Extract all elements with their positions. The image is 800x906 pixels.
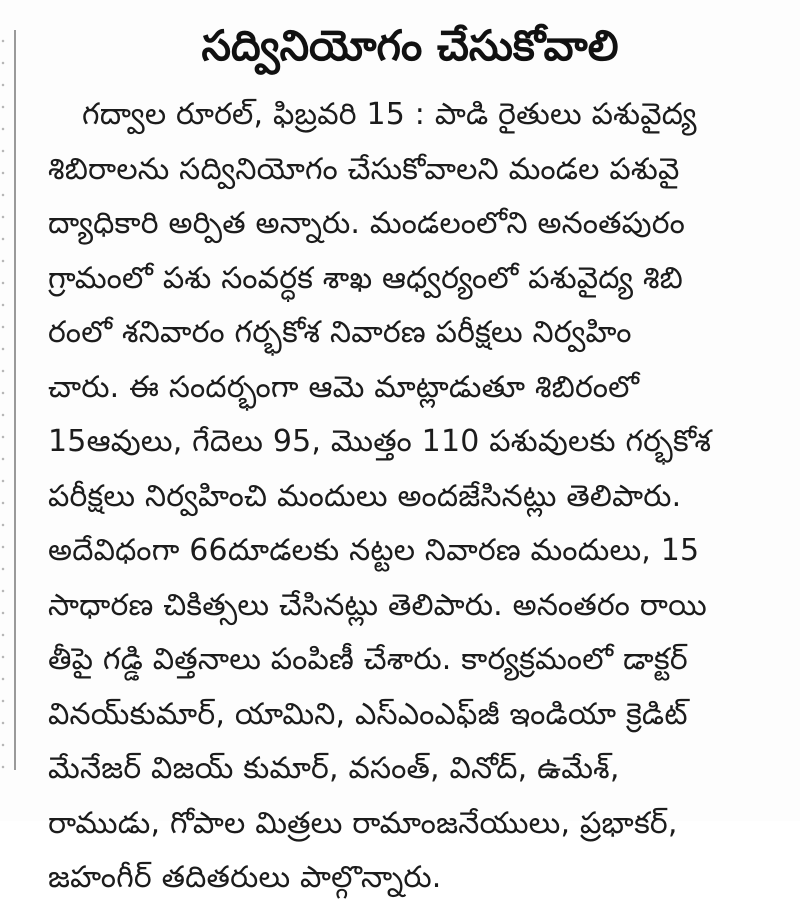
article-body (48, 88, 768, 906)
article-line: తీపై గడ్డి విత్తనాలు పంపిణీ చేశారు. కార్యక్రమంలో డాక్టర్ (48, 642, 688, 677)
article-line: జహంగీర్ తదితరులు పాల్గొన్నారు. (48, 860, 442, 895)
article-line: ద్యాధికారి అర్పిత అన్నారు. మండలంలోని అనంతపురం (48, 206, 685, 241)
article-line: చారు. ఈ సందర్భంగా ఆమె మాట్లాడుతూ శిబిరంలో (48, 369, 640, 405)
article-line: మేనేజర్ విజయ్ కుమార్, వసంత్, వినోద్, ఉమేశ్, (48, 751, 620, 786)
column-rule (14, 30, 16, 770)
article-line: అదేవిధంగా 66దూడలకు నట్టల నివారణ మందులు, 15 (48, 533, 700, 568)
article-line: సాధారణ చికిత్సలు చేసినట్లు తెలిపారు. అనంతరం రాయి (48, 587, 707, 623)
article-line: గద్వాల రూరల్, ఫిబ్రవరి 15 : పాడి రైతులు పశువైద్య (82, 97, 697, 132)
article-line: వినయ్‌కుమార్, యామిని, ఎస్ఎంఎఫ్‌జీ ఇండియా క్రెడిట్ (48, 696, 688, 732)
article-line: పరీక్షలు నిర్వహించి మందులు అందజేసినట్లు తెలిపారు. (48, 478, 682, 514)
perforation-edge (0, 30, 6, 770)
article-headline: సద్వినియోగం చేసుకోవాలి (201, 21, 619, 70)
article-line: రంలో శనివారం గర్భకోశ నివారణ పరీక్షలు నిర్వహిం (48, 315, 632, 350)
article-line: 15ఆవులు, గేదెలు 95, మొత్తం 110 పశువులకు గర్భకోశ (48, 424, 712, 459)
article-line: గ్రామంలో పశు సంవర్ధక శాఖ ఆధ్వర్యంలో పశువైద్య శిబి (48, 260, 683, 296)
article-line: శిబిరాలను సద్వినియోగం చేసుకోవాలని మండల పశువై (48, 151, 680, 187)
article-line: రాముడు, గోపాల మిత్రలు రామాంజనేయులు, ప్రభాకర్, (48, 805, 678, 841)
